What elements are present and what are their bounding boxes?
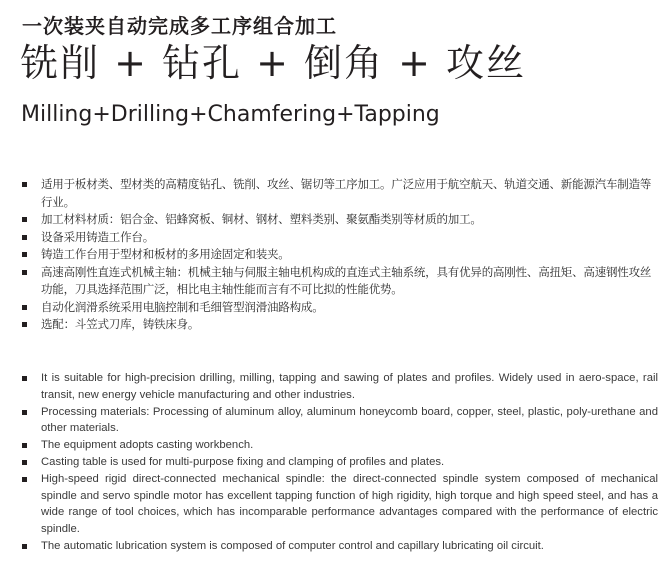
subtitle-cn: 一次装夹自动完成多工序组合加工 bbox=[22, 14, 337, 38]
bullet-icon bbox=[22, 305, 27, 310]
bullet-icon bbox=[22, 270, 27, 275]
list-item-text: Processing materials: Processing of aluminum alloy, aluminum honeycomb board, copper, steel, plastic, poly-urethane and other materials. bbox=[41, 405, 658, 435]
list-item bbox=[22, 229, 658, 247]
bullet-icon bbox=[22, 410, 27, 415]
list-item bbox=[22, 538, 658, 555]
list-item-text: 适用于板材类、型材类的高精度钻孔、铣削、攻丝、锯切等工序加工。广泛应用于航空航天、轨道交通、新能源汽车制造等行业。 bbox=[41, 177, 652, 209]
list-item bbox=[22, 316, 658, 334]
list-item bbox=[22, 246, 658, 264]
list-item-text: The automatic lubrication system is composed of computer control and capillary lubricating oil circuit. bbox=[41, 539, 544, 552]
bullet-icon bbox=[22, 460, 27, 465]
bullet-icon bbox=[22, 182, 27, 187]
list-item-text: 选配：斗笠式刀库，铸铁床身。 bbox=[41, 317, 200, 331]
feature-list-cn bbox=[22, 176, 658, 334]
list-item bbox=[22, 299, 658, 317]
list-item bbox=[22, 454, 658, 471]
bullet-icon bbox=[22, 217, 27, 222]
list-item bbox=[22, 404, 658, 438]
page-title-en: Milling+Drilling+Chamfering+Tapping bbox=[21, 102, 440, 127]
list-item-text: It is suitable for high-precision drilling, milling, tapping and sawing of plates and profiles. Widely used in aero-space, rail transit, new energy vehicle manufacturing and other industries. bbox=[41, 372, 658, 401]
bullet-icon bbox=[22, 477, 27, 482]
bullet-icon bbox=[22, 252, 27, 257]
list-item bbox=[22, 370, 658, 404]
list-item bbox=[22, 264, 658, 299]
list-item-text: 加工材料材质：铝合金、铝蜂窝板、铜材、钢材、塑料类别、聚氨酯类别等材质的加工。 bbox=[41, 212, 482, 226]
bullet-icon bbox=[22, 443, 27, 448]
list-item-text: 高速高刚性直连式机械主轴：机械主轴与伺服主轴电机构成的直连式主轴系统，具有优异的高刚性、高扭矩、高速钢性攻丝功能，刀具选择范围广泛，相比电主轴性能而言有不可比拟的性能优势。 bbox=[41, 264, 652, 296]
bullet-icon bbox=[22, 235, 27, 240]
list-item-text: The equipment adopts casting workbench. bbox=[41, 439, 254, 452]
list-item-text: 铸造工作台用于型材和板材的多用途固定和装夹。 bbox=[41, 247, 290, 261]
list-item-text: Casting table is used for multi-purpose fixing and clamping of profiles and plates. bbox=[41, 455, 445, 468]
bullet-icon bbox=[22, 322, 27, 327]
list-item bbox=[22, 471, 658, 538]
list-item-text: High-speed rigid direct-connected mechanical spindle: the direct-connected spindle system composed of mechanical spindle and servo spindle motor has excellent tapping function of high rigidity, high torque and high speed steel, and has a wide range of tool choices, which has incomparable performance advantages compared with the performance of electric spindle. bbox=[41, 472, 658, 536]
list-item-text: 自动化润滑系统采用电脑控制和毛细管型润滑油路构成。 bbox=[41, 299, 324, 314]
list-item bbox=[22, 211, 658, 229]
feature-list-en bbox=[22, 370, 658, 555]
bullet-icon bbox=[22, 544, 27, 549]
bullet-icon bbox=[22, 376, 27, 381]
list-item-text: 设备采用铸造工作台。 bbox=[41, 229, 154, 244]
list-item bbox=[22, 437, 658, 454]
page-title-cn: 铣削 + 钻孔 + 倒角 + 攻丝 bbox=[20, 41, 526, 85]
list-item bbox=[22, 176, 658, 211]
